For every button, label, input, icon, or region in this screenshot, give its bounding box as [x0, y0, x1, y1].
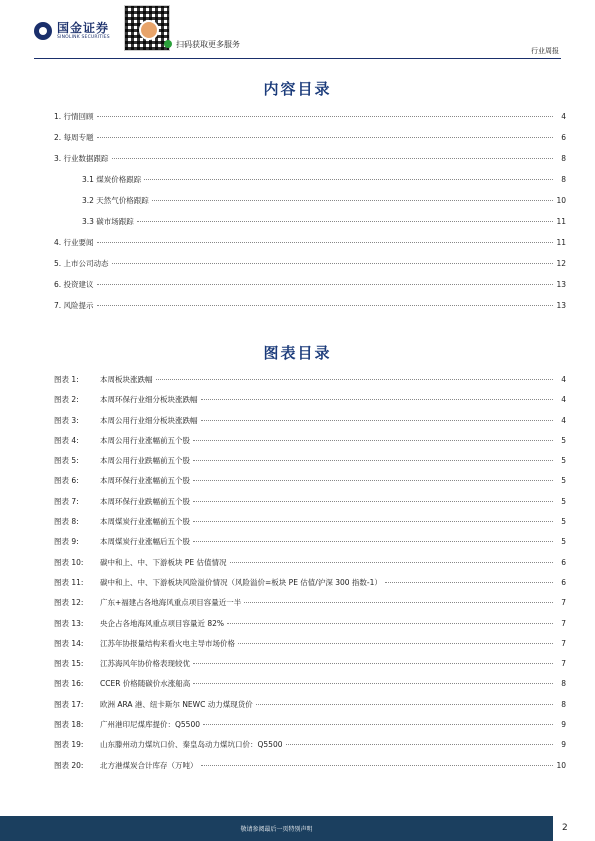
toc-leader-dots: [144, 179, 553, 180]
figure-toc-entry[interactable]: [54, 374, 566, 394]
toc-leader-dots: [97, 116, 553, 117]
figure-toc-entry[interactable]: [54, 638, 566, 658]
figure-toc-entry[interactable]: [54, 618, 566, 638]
toc-entry-label: 3.2 天然气价格跟踪: [82, 196, 149, 205]
figure-toc-entry[interactable]: [54, 557, 566, 577]
figure-caption: 广东+福建占各地海风重点项目容量近一半: [100, 598, 242, 608]
toc-entry-page: 11: [556, 238, 566, 247]
figure-caption: 欧洲 ARA 港、纽卡斯尔 NEWC 动力煤现货价: [100, 699, 253, 709]
toc-leader-dots: [201, 399, 554, 400]
figure-page: 5: [561, 456, 566, 466]
figure-toc-entry[interactable]: [54, 658, 566, 678]
figure-caption: 本周环保行业细分板块涨跌幅: [100, 395, 198, 405]
toc-entry[interactable]: [54, 195, 566, 216]
toc-leader-dots: [193, 460, 553, 461]
toc-leader-dots: [203, 724, 553, 725]
figure-number: 图表 2:: [54, 395, 79, 405]
header-divider: [34, 58, 561, 59]
toc-leader-dots: [385, 582, 553, 583]
content-toc-list: [54, 111, 566, 321]
toc-entry-label: 3. 行业数据跟踪: [54, 154, 109, 163]
figure-number: 图表 5:: [54, 456, 79, 466]
toc-leader-dots: [193, 480, 553, 481]
figure-page: 7: [561, 618, 566, 628]
figure-page: 6: [561, 557, 566, 567]
toc-entry[interactable]: [54, 237, 566, 258]
figure-toc-entry[interactable]: [54, 760, 566, 780]
figure-number: 图表 10:: [54, 557, 84, 567]
figure-caption: 本周环保行业跌幅前五个股: [100, 496, 190, 506]
toc-leader-dots: [230, 562, 553, 563]
figure-page: 10: [556, 760, 566, 770]
toc-entry-page: 6: [561, 133, 566, 142]
toc-leader-dots: [137, 221, 553, 222]
toc-entry[interactable]: [54, 258, 566, 279]
figure-toc-entry[interactable]: [54, 516, 566, 536]
figure-number: 图表 17:: [54, 699, 84, 709]
logo-name-cn: 国金证券: [57, 21, 110, 35]
toc-entry[interactable]: [54, 153, 566, 174]
toc-leader-dots: [97, 305, 553, 306]
figure-page: 7: [561, 598, 566, 608]
toc-entry-label: 1. 行情回顾: [54, 112, 94, 121]
scan-prompt: 扫码获取更多服务: [176, 40, 240, 49]
figure-caption: 本周公用行业跌幅前五个股: [100, 456, 190, 466]
toc-leader-dots: [256, 704, 553, 705]
figure-number: 图表 7:: [54, 496, 79, 506]
page-number: 2: [562, 823, 568, 833]
toc-entry-label: 2. 每周专题: [54, 133, 94, 142]
figure-number: 图表 1:: [54, 375, 79, 384]
figure-toc-entry[interactable]: [54, 496, 566, 516]
toc-leader-dots: [201, 420, 554, 421]
figure-page: 8: [561, 699, 566, 709]
figure-page: 9: [561, 740, 566, 750]
toc-leader-dots: [193, 663, 553, 664]
figure-toc-title: 图表目录: [263, 344, 332, 362]
logo-name-en: SINOLINK SECURITIES: [57, 35, 110, 40]
figure-page: 5: [561, 476, 566, 486]
figure-page: 7: [561, 638, 566, 648]
figure-caption: 央企占各地海风重点项目容量近 82%: [100, 618, 225, 628]
toc-entry-label: 7. 风险提示: [54, 301, 94, 310]
toc-entry[interactable]: [54, 174, 566, 195]
figure-number: 图表 13:: [54, 618, 84, 628]
figure-toc-list: [54, 374, 566, 780]
toc-entry-page: 4: [561, 112, 566, 121]
figure-toc-entry[interactable]: [54, 394, 566, 414]
figure-page: 6: [561, 577, 566, 587]
figure-page: 8: [561, 679, 566, 689]
figure-caption: 江苏海风年协价格表现较优: [100, 659, 190, 669]
figure-toc-entry[interactable]: [54, 455, 566, 475]
qr-avatar-icon: [139, 20, 159, 40]
toc-entry-page: 13: [556, 280, 566, 289]
toc-entry-page: 8: [561, 175, 566, 184]
figure-toc-entry[interactable]: [54, 597, 566, 617]
figure-caption: 北方港煤炭合计库存（万吨）: [100, 760, 198, 770]
figure-number: 图表 8:: [54, 517, 79, 527]
toc-leader-dots: [112, 158, 553, 159]
toc-leader-dots: [193, 440, 553, 441]
toc-leader-dots: [156, 379, 554, 380]
figure-toc-entry[interactable]: [54, 678, 566, 698]
toc-entry-label: 4. 行业要闻: [54, 238, 94, 247]
figure-number: 图表 16:: [54, 679, 84, 689]
figure-toc-entry[interactable]: [54, 415, 566, 435]
figure-caption: 本周环保行业涨幅前五个股: [100, 476, 190, 486]
figure-page: 4: [561, 415, 566, 425]
figure-caption: 本周板块涨跌幅: [100, 375, 153, 384]
figure-number: 图表 3:: [54, 415, 79, 425]
figure-page: 7: [561, 659, 566, 669]
figure-page: 9: [561, 720, 566, 730]
footer-bar: [0, 816, 553, 841]
figure-page: 5: [561, 496, 566, 506]
figure-number: 图表 15:: [54, 659, 84, 669]
figure-page: 4: [561, 395, 566, 405]
toc-entry-page: 13: [556, 301, 566, 310]
figure-toc-entry[interactable]: [54, 475, 566, 495]
figure-caption: 江苏年协报量结构来看火电主导市场价格: [100, 638, 235, 648]
figure-caption: 广州港印尼煤库提价：Q5500: [100, 720, 200, 730]
figure-number: 图表 9:: [54, 537, 79, 547]
page-footer: [0, 816, 595, 841]
figure-number: 图表 18:: [54, 720, 84, 730]
figure-number: 图表 19:: [54, 740, 84, 750]
toc-leader-dots: [97, 284, 553, 285]
figure-toc-entry[interactable]: [54, 739, 566, 759]
figure-page: 5: [561, 517, 566, 527]
figure-number: 图表 6:: [54, 476, 79, 486]
figure-page: 5: [561, 435, 566, 445]
toc-entry-label: 6. 投资建议: [54, 280, 94, 289]
toc-entry[interactable]: [54, 132, 566, 153]
toc-leader-dots: [244, 602, 553, 603]
toc-entry-page: 10: [556, 196, 566, 205]
toc-leader-dots: [193, 501, 553, 502]
figure-caption: 碳中和上、中、下游板块风险溢价情况（风险溢价=板块 PE 估值/沪深 300 指数-1）: [100, 577, 382, 587]
figure-caption: 本周煤炭行业涨幅后五个股: [100, 537, 190, 547]
toc-leader-dots: [97, 137, 553, 138]
figure-page: 5: [561, 537, 566, 547]
sinolink-logo-icon: [34, 22, 52, 40]
wechat-badge-icon: [164, 40, 172, 48]
toc-entry-label: 3.3 碳市场跟踪: [82, 217, 134, 226]
page-header: [0, 0, 595, 60]
toc-leader-dots: [193, 683, 553, 684]
toc-entry-page: 12: [556, 259, 566, 268]
toc-leader-dots: [201, 765, 554, 766]
figure-page: 4: [561, 375, 566, 384]
figure-caption: 山东滕州动力煤坑口价、秦皇岛动力煤坑口价：Q5500: [100, 740, 283, 750]
toc-leader-dots: [238, 643, 553, 644]
toc-leader-dots: [227, 623, 553, 624]
toc-leader-dots: [112, 263, 553, 264]
figure-toc-entry[interactable]: [54, 699, 566, 719]
figure-number: 图表 14:: [54, 638, 84, 648]
toc-leader-dots: [152, 200, 553, 201]
figure-number: 图表 11:: [54, 577, 84, 587]
figure-toc-entry[interactable]: [54, 435, 566, 455]
figure-toc-entry[interactable]: [54, 719, 566, 739]
toc-entry-page: 11: [556, 217, 566, 226]
figure-number: 图表 12:: [54, 598, 84, 608]
toc-entry[interactable]: [54, 300, 566, 321]
toc-entry[interactable]: [54, 111, 566, 132]
figure-caption: CCER 价格随碳价水涨船高: [100, 679, 191, 689]
figure-caption: 碳中和上、中、下游板块 PE 估值情况: [100, 557, 227, 567]
toc-entry[interactable]: [54, 216, 566, 237]
toc-entry[interactable]: [54, 279, 566, 300]
figure-toc-entry[interactable]: [54, 577, 566, 597]
figure-toc-entry[interactable]: [54, 536, 566, 556]
figure-caption: 本周公用行业细分板块涨跌幅: [100, 415, 198, 425]
figure-number: 图表 4:: [54, 435, 79, 445]
toc-entry-label: 5. 上市公司动态: [54, 259, 109, 268]
footer-disclaimer: 敬请参阅最后一页特别声明: [240, 826, 313, 833]
sinolink-logo: [34, 22, 110, 41]
content-toc-title: 内容目录: [263, 80, 332, 98]
figure-caption: 本周公用行业涨幅前五个股: [100, 435, 190, 445]
figure-caption: 本周煤炭行业涨幅前五个股: [100, 517, 190, 527]
toc-leader-dots: [97, 242, 553, 243]
toc-entry-label: 3.1 煤炭价格跟踪: [82, 175, 142, 184]
document-type: 行业周报: [531, 47, 559, 55]
figure-number: 图表 20:: [54, 760, 84, 770]
toc-leader-dots: [193, 541, 553, 542]
toc-leader-dots: [286, 744, 554, 745]
toc-leader-dots: [193, 521, 553, 522]
toc-entry-page: 8: [561, 154, 566, 163]
